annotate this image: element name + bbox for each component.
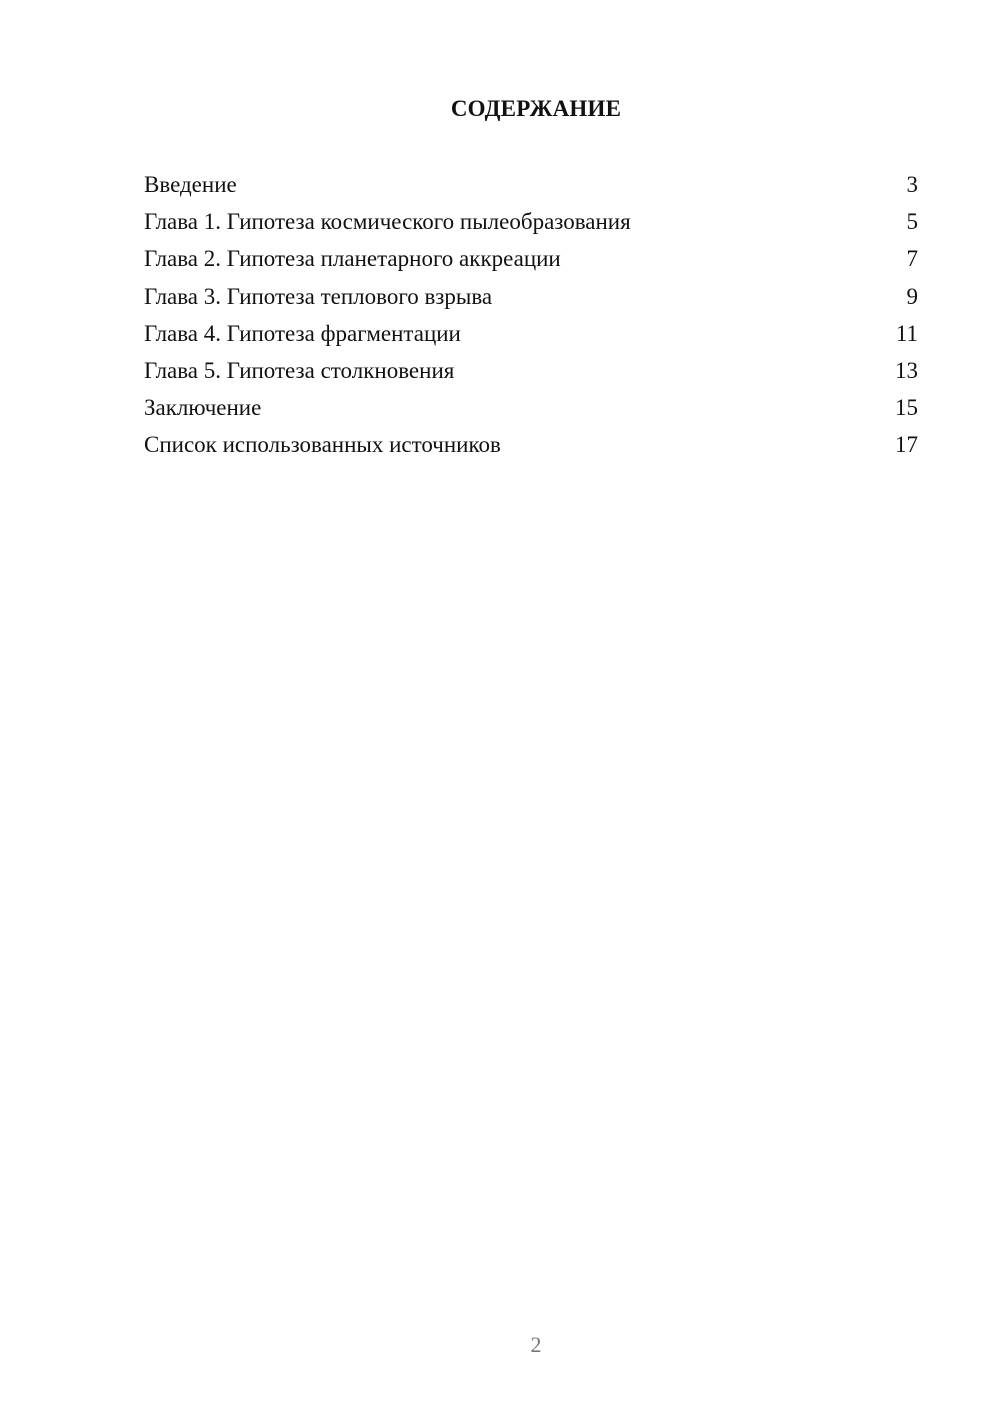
toc-entry-page: 15: [895, 395, 918, 421]
toc-entry-chapter-1: [144, 205, 918, 242]
toc-entry-page: 17: [895, 432, 918, 458]
toc-entry-label: Глава 2. Гипотеза планетарного аккреации: [144, 246, 561, 272]
toc-entry-references: [144, 428, 918, 465]
toc-entry-introduction: [144, 168, 918, 205]
table-of-contents: [144, 168, 918, 466]
toc-entry-label: Введение: [144, 172, 237, 197]
toc-entry-label: Глава 5. Гипотеза столкновения: [144, 357, 455, 383]
toc-entry-label: Заключение: [144, 395, 262, 421]
toc-entry-page: 5: [906, 209, 918, 235]
toc-entry-page: 7: [906, 246, 918, 272]
toc-entry-label: Глава 4. Гипотеза фрагментации: [144, 320, 461, 346]
page-number: 2: [530, 1332, 542, 1357]
toc-entry-page: 11: [895, 320, 918, 346]
toc-entry-chapter-2: [144, 242, 918, 279]
toc-entry-chapter-3: [144, 280, 918, 317]
toc-entry-conclusion: [144, 391, 918, 428]
toc-entry-label: Глава 1. Гипотеза космического пылеобразования: [144, 209, 631, 235]
toc-entry-page: 9: [906, 283, 918, 309]
toc-entry-page: 13: [895, 357, 918, 383]
toc-entry-page: 3: [906, 172, 918, 197]
toc-heading: СОДЕРЖАНИЕ: [450, 96, 622, 121]
toc-entry-label: Список использованных источников: [144, 432, 501, 458]
toc-entry-chapter-5: [144, 354, 918, 391]
toc-entry-chapter-4: [144, 317, 918, 354]
toc-entry-label: Глава 3. Гипотеза теплового взрыва: [144, 283, 493, 309]
